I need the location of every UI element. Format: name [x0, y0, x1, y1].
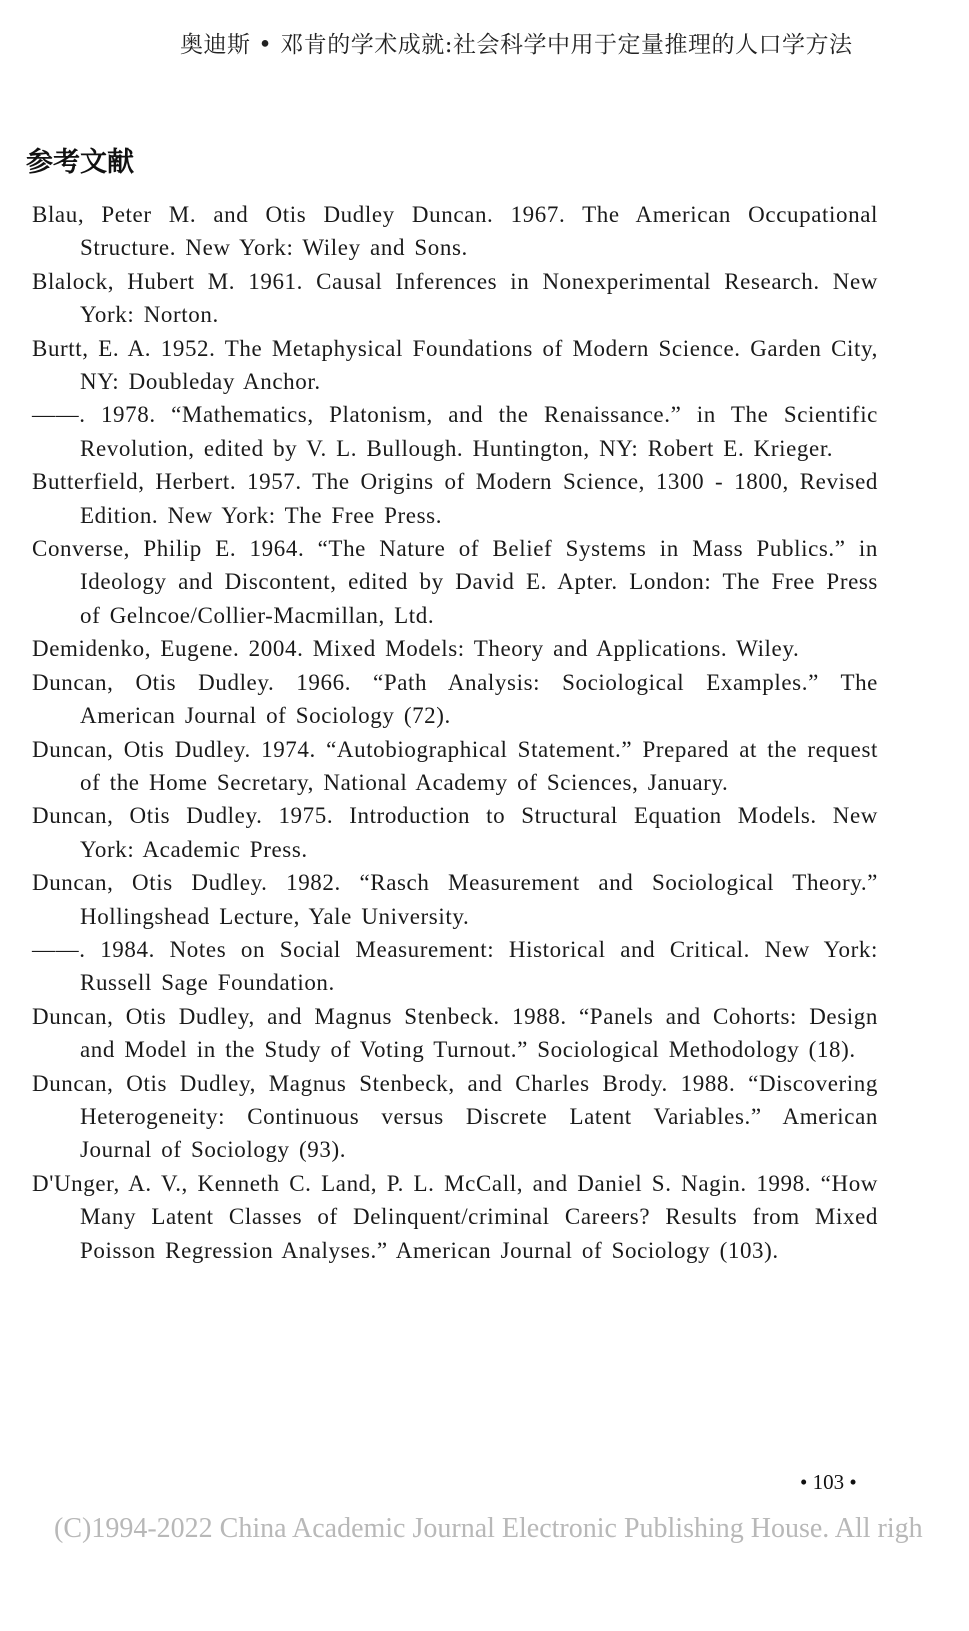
reference-list	[32, 198, 878, 1267]
reference-item: Blalock, Hubert M. 1961. Causal Inferences in Nonexperimental Research. New York: Norton.	[32, 268, 878, 328]
reference-item: Demidenko, Eugene. 2004. Mixed Models: Theory and Applications. Wiley.	[32, 636, 800, 662]
reference-item: Duncan, Otis Dudley. 1975. Introduction to Structural Equation Models. New York: Academic Press.	[32, 803, 878, 862]
reference-item: Duncan, Otis Dudley, Magnus Stenbeck, and Charles Brody. 1988. “Discovering Heterogeneity: Continuous versus Discrete Latent Variables.” American Journal of Sociology (93).	[32, 1070, 878, 1163]
reference-item: Blau, Peter M. and Otis Dudley Duncan. 1967. The American Occupational Structure. New York: Wiley and Sons.	[32, 202, 878, 261]
reference-item: D'Unger, A. V., Kenneth C. Land, P. L. McCall, and Daniel S. Nagin. 1998. “How Many Latent Classes of Delinquent/criminal Careers? Results from Mixed Poisson Regression Analyses.” American Journal of Sociology (103).	[32, 1170, 878, 1263]
section-title-references: 参考文献	[26, 147, 134, 178]
reference-item: Converse, Philip E. 1964. “The Nature of Belief Systems in Mass Publics.” in Ideology and Discontent, edited by David E. Apter. London: The Free Press of Gelncoe/Collier-Macmillan, Ltd.	[32, 536, 878, 628]
reference-item: Butterfield, Herbert. 1957. The Origins of Modern Science, 1300 - 1800, Revised Edition. New York: The Free Press.	[32, 469, 878, 528]
reference-item: ——. 1984. Notes on Social Measurement: Historical and Critical. New York: Russell Sage Foundation.	[32, 936, 878, 996]
reference-item: Duncan, Otis Dudley. 1982. “Rasch Measurement and Sociological Theory.” Hollingshead Lecture, Yale University.	[32, 870, 878, 929]
page-number: • 103 •	[800, 1470, 857, 1494]
running-header-title: 奥迪斯 • 邓肯的学术成就:社会科学中用于定量推理的人口学方法	[180, 32, 853, 58]
reference-item: Duncan, Otis Dudley. 1966. “Path Analysis: Sociological Examples.” The American Journal of Sociology (72).	[32, 669, 878, 729]
reference-item: Duncan, Otis Dudley, and Magnus Stenbeck. 1988. “Panels and Cohorts: Design and Model in the Study of Voting Turnout.” Sociological Methodology (18).	[32, 1003, 878, 1063]
reference-item: ——. 1978. “Mathematics, Platonism, and the Renaissance.” in The Scientific Revolution, edited by V. L. Bullough. Huntington, NY: Robert E. Krieger.	[32, 402, 878, 461]
copyright-watermark: (C)1994-2022 China Academic Journal Electronic Publishing House. All righ	[54, 1513, 923, 1544]
reference-item: Burtt, E. A. 1952. The Metaphysical Foundations of Modern Science. Garden City, NY: Doubleday Anchor.	[32, 335, 878, 395]
reference-item: Duncan, Otis Dudley. 1974. “Autobiographical Statement.” Prepared at the request of the Home Secretary, National Academy of Sciences, January.	[32, 736, 878, 795]
